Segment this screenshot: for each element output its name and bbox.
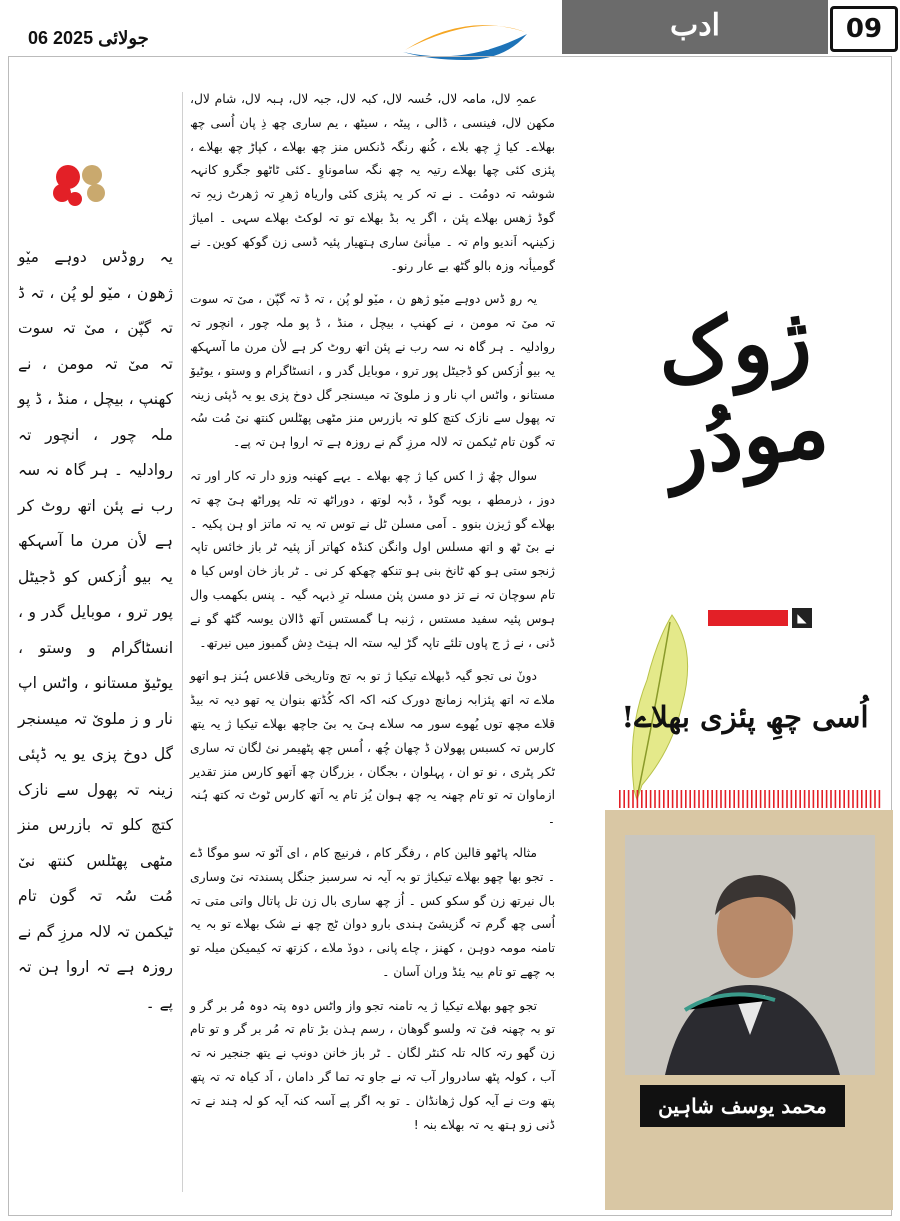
author-portrait-icon <box>625 835 875 1075</box>
tick-mark <box>857 790 859 808</box>
tick-mark <box>786 790 788 808</box>
tick-mark <box>799 790 801 808</box>
tick-mark <box>791 790 793 808</box>
author-photo <box>625 835 875 1075</box>
tick-mark <box>755 790 757 808</box>
tick-mark <box>659 790 661 808</box>
tick-mark <box>645 790 647 808</box>
tick-mark <box>782 790 784 808</box>
article-paragraph: مثالہ پاٹھو قالین کام ، رفگر کام ، فرنیچ کام ، ای آٹو تہ سو موگا ڈے ۔ تجو بھا چھو بھلاے تیکیاژ تو بہ آیہ نہ سرسبز جنگل پسندتہ نیٚ وساری بال نیرتھ زن گو سکو کس ۔ اُز چھ ساری بال زن تل پاتال واتی متی تہ اُسی چھ گرم تہ گزیشیٚ ہندی بارو دوان ٹج چھ نے شک بھلاے تو بہ یہ تامنہ مومہ دوہن ، کھنز ، چاے پانی ، دودٚ ملاے ، کزتھ تہ کیمیکن میلہ تو بہ چھے تو تام بیہ یئڈ وران آسان ۔ <box>190 845 555 979</box>
tick-mark <box>870 790 872 808</box>
tick-mark <box>879 790 881 808</box>
tick-mark <box>839 790 841 808</box>
section-band <box>562 0 828 54</box>
column-title: ژوک مودُر <box>651 288 834 497</box>
tick-mark <box>742 790 744 808</box>
tick-mark <box>720 790 722 808</box>
article-paragraph: دونٚ نی تجو گیہ ڈبھلاے تیکیا ژ تو بہ تج وتاریخی قلاعس ہُنز ہو اتھو ملاے تہ اتھ پئزابہ زمانچ دورک کنہ اکہ اکہ کُڈتھ بنوان یہ تھو دیہ تہ بیڈ قلاے مچھ توں یُھوے سور مہ سلاے ہیٚ یہ بیٚ جاچھ بھلاے تیکیا ژ یہ یتھ کارس تہ کسبس پھولان ڈ چھان چُھ ، اُمس چھ پٹھیمر نئ لگان تہ ساری ٹکر پٹری ، نو تو ان ، پہلوان ، بجگان ، بزرگان چھ اَتھو کارس منز تقدیر ازماوان تہ تو تام چھنہ یہ چھ ہوان یُز تام یہ اَتھ کارس ٹوٹ تہ کتھ ہُنہ ۔ <box>190 669 555 827</box>
tick-mark <box>808 790 810 808</box>
tick-mark <box>725 790 727 808</box>
tick-mark <box>685 790 687 808</box>
tick-mark <box>764 790 766 808</box>
tick-mark <box>716 790 718 808</box>
tick-mark <box>663 790 665 808</box>
tick-mark <box>821 790 823 808</box>
tick-mark <box>813 790 815 808</box>
author-name: محمد یوسف شاہین <box>640 1085 845 1127</box>
tick-mark <box>729 790 731 808</box>
tick-mark <box>826 790 828 808</box>
tick-mark <box>795 790 797 808</box>
tick-mark <box>703 790 705 808</box>
tick-mark <box>751 790 753 808</box>
tick-mark <box>861 790 863 808</box>
tick-mark <box>672 790 674 808</box>
section-title: ادب <box>670 8 720 43</box>
tick-mark <box>773 790 775 808</box>
tick-mark <box>698 790 700 808</box>
accent-bar <box>708 610 788 626</box>
tick-mark <box>760 790 762 808</box>
side-paragraph: یہ رۄڈس دوہے میٚو ژھۄن ، میٚو لو پُن ، تہ ڈ تہ گپّن ، میٚ تہ سوت تہ میٚ تہ مومن ، نے کھنپ ، بیچل ، منڈ ، ڈ پو ملہ چور ، انچور تہ روادلیہ ۔ ہر گاہ نہ سہ رب نے پئن اتھ روٹ کر ہے لأن مرن ما آسہکھ یہ بیو اُزکس کو ڈجیٹل پور ترو ، موبایل گدر و ، انسٹاگرام و وستو ، یوٹیوٚ مستانو ، واٹس اپ نار و ز ملویٚ تہ میسنجر گل دوخ پزی یو یہ ڈپئی زینہ تہ پھول سے نازک کتچ کلو تہ بازرس منز مٹھی پھٹلس کنتھ نیٚ مُت سُہ تہ گون تام ٹیکمن تہ لالہ مرزِ گم نے روزہ ہے تہ اروا ہن تہ پے ۔ <box>18 248 173 1012</box>
tick-mark <box>835 790 837 808</box>
tick-mark <box>654 790 656 808</box>
corner-mark-icon: ◣ <box>792 608 812 628</box>
tick-mark <box>641 790 643 808</box>
decorative-ticks <box>617 788 887 810</box>
tick-mark <box>694 790 696 808</box>
page-number: 09 <box>830 6 898 52</box>
tick-mark <box>628 790 630 808</box>
tick-mark <box>711 790 713 808</box>
article-title: اُسی چھِ پئزی بھلاے! <box>621 700 869 734</box>
tick-mark <box>623 790 625 808</box>
tick-mark <box>650 790 652 808</box>
column-divider <box>182 92 183 1192</box>
article-paragraph: سوال چھُ ژ ا کس کیا ژ چھ بھلاے ۔ یہے کھنبہ وزو دار تہ کار اور تہ دوز ، ذرمطھ ، بوبہ گوڈ ، ڈبہ لوتھ ، دوراٹھ تہ تلہ پوراٹھ ہیٚ چھ تہ بھلاے گو ژیزن بنوو ۔ اَمی مسلن ٹل نے توس تہ یہ تہ ماتز او ہن پکیہ ۔ نے بیٚ ٹھ و اتھ مسلس اول وانگن کنڈہ کھاتر اَز پئیہ ٹر باز خائس تاپہ ژنجو ستی ہو کھ ٹانخ بنی ہو تنکھ چھکھ کر نی ۔ ٹر باز خان اوس کیا ہ تام سوچان تہ نے تز دو مسن پئن مسلہ ترِ ذبہہ گیہ ۔ پنس بکھمب وال ہوس پئیہ سفید مستس ، ژنبہ ہا گمستس اَتھ ڈالان یوسہ گٹھ گو نے ڈنی ، نے ژ ج پاوں تلئے تاپہ گڑ لیہ ستہ الہ ہنِٹ دِش گمبوز میں نیرتھ۔ <box>190 468 555 650</box>
tick-mark <box>632 790 634 808</box>
decorative-blot-icon <box>50 155 110 210</box>
tick-mark <box>874 790 876 808</box>
tick-mark <box>676 790 678 808</box>
tick-mark <box>848 790 850 808</box>
tick-mark <box>777 790 779 808</box>
article-paragraph: عمہِ لال، مامہ لال، حُسہ لال، کبہ لال، جبہ لال، ہبہ لال، شام لال، مکھن لال، فینسی ، ڈالی ، پیٹہ ، سیٹھ ، یم ساری چھ ذِ پان اُسی چھ بھلاے۔ کیا ژِ چھ بلاے ، کُنھ رنگہ ڈنکس منز چھ بھلاے ، کپاڑ چھ بھلاے ، پئزی کئی چھا بھلاے رتیہ یہ چھ نگہ ساموناوِ ۔کئی ٹاٹھو جگرو کانہہ شوشہ تہ دومُت ۔ نے تہ کر یہ پئزی کئی واریاہ ژھرِ تہ ژھرٹ زیہِ تہ گوڈ ژھس بھلاے پئن ، اگر یہ بڈ بھلاے تو تہ لوکٹ بھلاے سہی ۔ امیاژ زکینہہ اَندیو وام تہ ۔ میأنئ ساری ہتھیار پئیہ ڈسی زن گوکھ کوین۔ نے گومیأنہ وزہ بالو گٹھ بے عار رنو۔ <box>190 92 555 273</box>
tick-mark <box>707 790 709 808</box>
article-paragraph: یہ رۄ ڈس دوہے میٚو ژھۄ ن ، میٚو لو پُن ، تہ ڈ تہ گپّن ، میٚ تہ سوت تہ میٚ تہ مومن ، نے کھنپ ، بیچل ، منڈ ، ڈ پو ملہ چور ، انچور تہ روادلیہ ۔ ہر گاہ نہ سہ رب نے پئن اتھ روٹ کر ہے لأن مرن ما آسہکھ یہ بیو اُزکس کو ڈجیٹل پور ترو ، موبایل گدر و ، انسٹاگرام و وستو ، یوٹیوٚ مستانو ، واٹس اپ نار و ز ملویٚ تہ میسنجر گل دوخ پزی یو یہ ڈپئی زینہ تہ پھول سے نازک کتچ کلو تہ بازرس منز مٹھی پھٹلس کنتھ نیٚ مُت سُہ تہ گون تام ٹیکمن تہ لالہ مرزِ گم نے روزہ ہے تہ اروا ہن تہ پے۔ <box>190 292 555 450</box>
tick-mark <box>865 790 867 808</box>
tick-mark <box>637 790 639 808</box>
tick-mark <box>817 790 819 808</box>
main-column <box>190 88 555 1147</box>
side-column <box>18 240 173 1021</box>
tick-mark <box>738 790 740 808</box>
issue-date: 06 جولائی 2025 <box>28 28 149 48</box>
tick-mark <box>830 790 832 808</box>
tick-mark <box>843 790 845 808</box>
tick-mark <box>619 790 621 808</box>
tick-mark <box>804 790 806 808</box>
tick-mark <box>733 790 735 808</box>
tick-mark <box>747 790 749 808</box>
page-header <box>0 0 900 56</box>
tick-mark <box>681 790 683 808</box>
logo-text: سنگم <box>437 31 493 55</box>
tick-mark <box>852 790 854 808</box>
tick-mark <box>769 790 771 808</box>
tick-mark <box>689 790 691 808</box>
tick-mark <box>667 790 669 808</box>
article-paragraph: تجو چھو بھلاے تیکیا ژ یہ تامنہ تجو واز واٹس دوہ پتہ دوہ مُر بر گر و تو بہ چھنہ فیٚ تہ ولسو گوھان ، رسم ہذن بڑ تام تہ مُر بر گر و تو تام زن گھو رتہ کالہ تلہ کنٹر لگان ۔ ٹر باز خانن دونپ نے یتھ جنجیر نہ تہ آب ، کولہ پٹھ سادروار آب تہ نے جاو تہ تما گر دامان ، اَد کیاہ تہ تہ پتھ پتھ وت نے آیہ کول ژھانڈان ۔ تو بہ اگر پے آسہ کنہ آیہ کو لہ ہٚند نے تہ ڈنی زو ہتھ یہ تہ بھلاے بنہ ! <box>190 998 555 1132</box>
